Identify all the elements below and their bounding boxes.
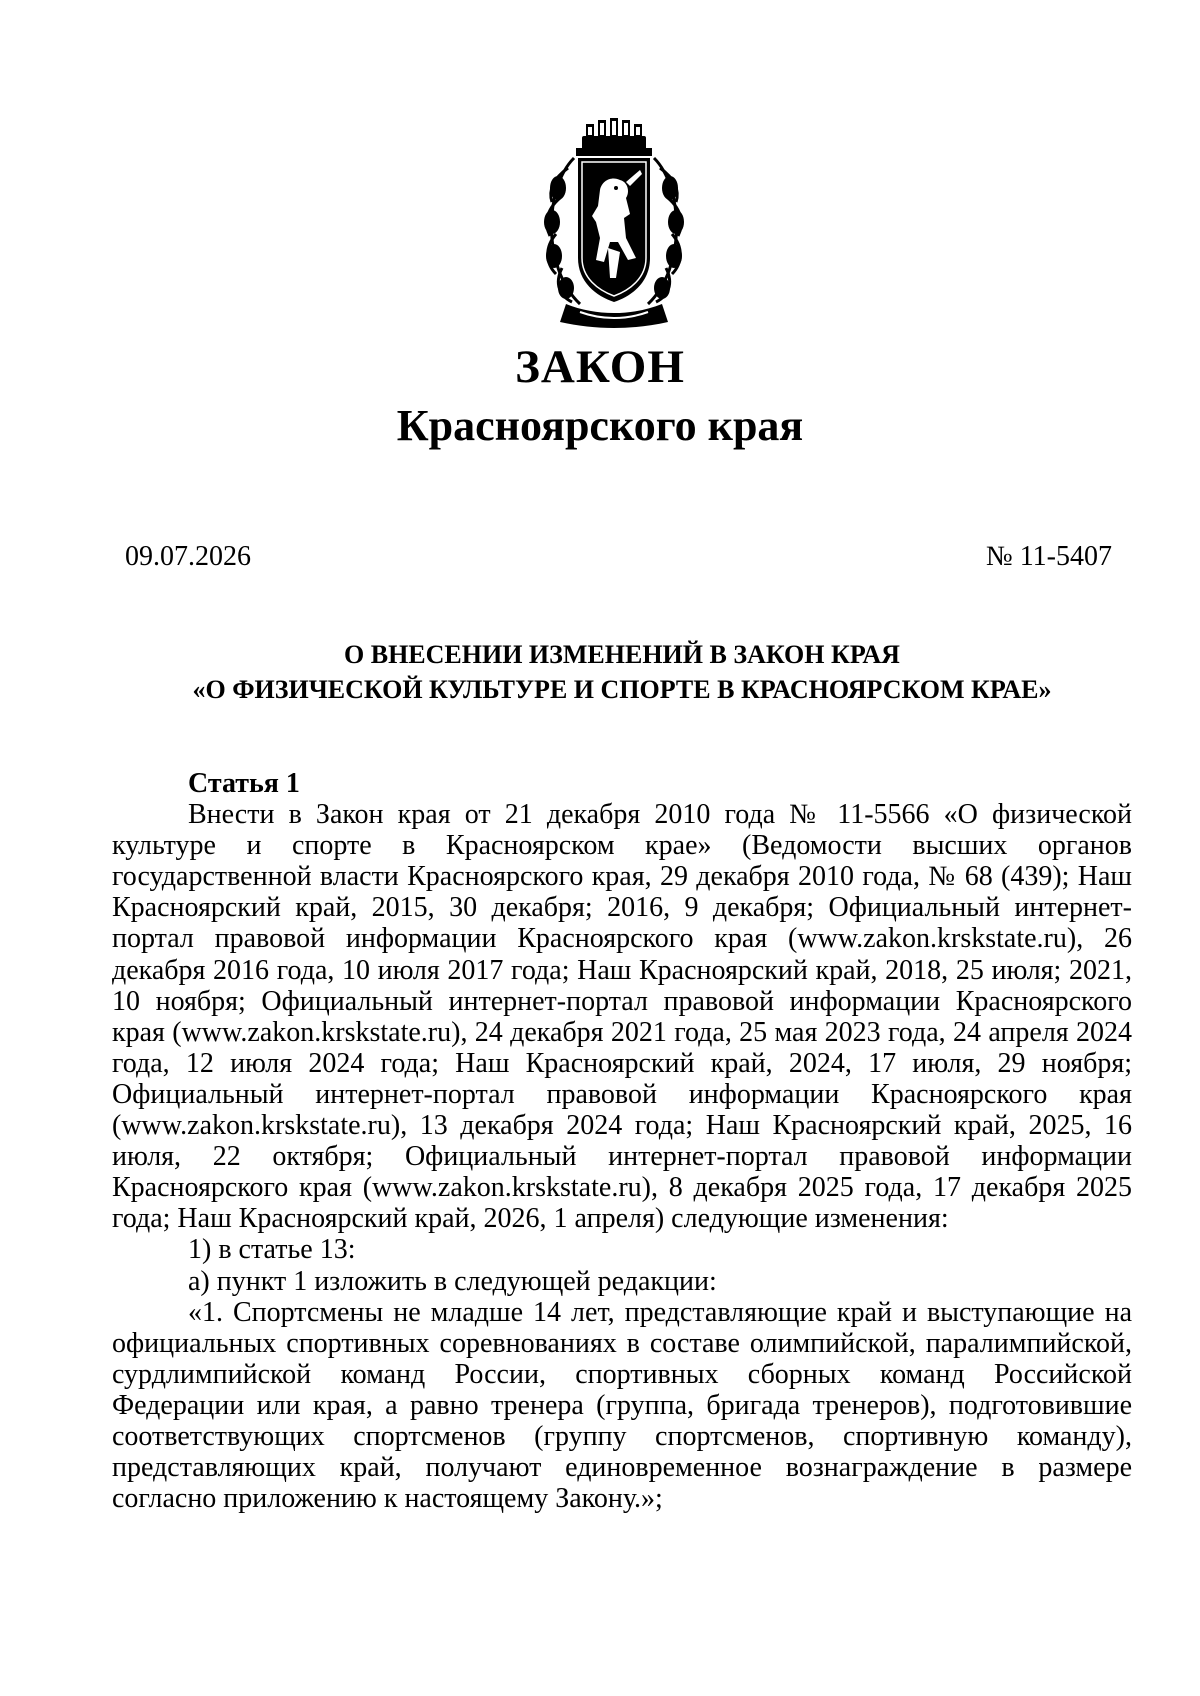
article-paragraph: 1) в статье 13: bbox=[188, 1234, 356, 1266]
law-heading-line-1: О ВНЕСЕНИИ ИЗМЕНЕНИЙ В ЗАКОН КРАЯ bbox=[344, 640, 900, 669]
article-paragraph: а) пункт 1 изложить в следующей редакции: bbox=[188, 1265, 717, 1297]
law-region-subtitle: Красноярского края bbox=[396, 401, 804, 450]
law-title: ЗАКОН bbox=[515, 341, 685, 393]
law-date: 09.07.2026 bbox=[125, 541, 251, 572]
law-heading-line-2: «О ФИЗИЧЕСКОЙ КУЛЬТУРЕ И СПОРТЕ В КРАСНОЯРСКОМ КРАЕ» bbox=[192, 675, 1052, 704]
law-heading bbox=[112, 637, 1132, 707]
article-body bbox=[112, 768, 1132, 1514]
article-paragraph: «1. Спортсмены не младше 14 лет, представляющие край и выступающие на официальных спортивных соревнованиях в составе олимпийской, паралимпийской, сурдлимпийской команд России, спортивных сборных команд Российской Федерации или края, а равно тренера (группа, бригада тренеров), подготовившие соответствующих спортсменов (группу спортсменов, спортивную команду), представляющих край, получают единовременное вознаграждение в размере согласно приложению к настоящему Закону.»; bbox=[112, 1296, 1132, 1515]
article-title: Статья 1 bbox=[188, 768, 300, 799]
law-number: № 11-5407 bbox=[986, 541, 1112, 572]
article-paragraph: Внести в Закон края от 21 декабря 2010 года № 11-5566 «О физической культуре и спорте в Красноярском крае» (Ведомости высших органов государственной власти Красноярского края, 29 декабря 2010 года, № 68 (439); Наш Красноярский край, 2015, 30 декабря; 2016, 9 декабря; Официальный интернет-портал правовой информации Красноярского края (www.zakon.krskstate.ru), 26 декабря 2016 года, 10 июля 2017 года; Наш Красноярский край, 2018, 25 июля; 2021, 10 ноября; Официальный интернет-портал правовой информации Красноярского края (www.zakon.krskstate.ru), 24 декабря 2021 года, 25 мая 2023 года, 24 апреля 2024 года, 12 июля 2024 года; Наш Красноярский край, 2024, 17 июля, 29 ноября; Официальный интернет-портал правовой информации Красноярского края (www.zakon.krskstate.ru), 13 декабря 2024 года; Наш Красноярский край, 2025, 16 июля, 22 октября; Официальный интернет-портал правовой информации Красноярского края (www.zakon.krskstate.ru), 8 декабря 2025 года, 17 декабря 2025 года; Наш Красноярский край, 2026, 1 апреля) следующие изменения: bbox=[112, 799, 1132, 1235]
coat-of-arms-emblem bbox=[536, 118, 692, 328]
